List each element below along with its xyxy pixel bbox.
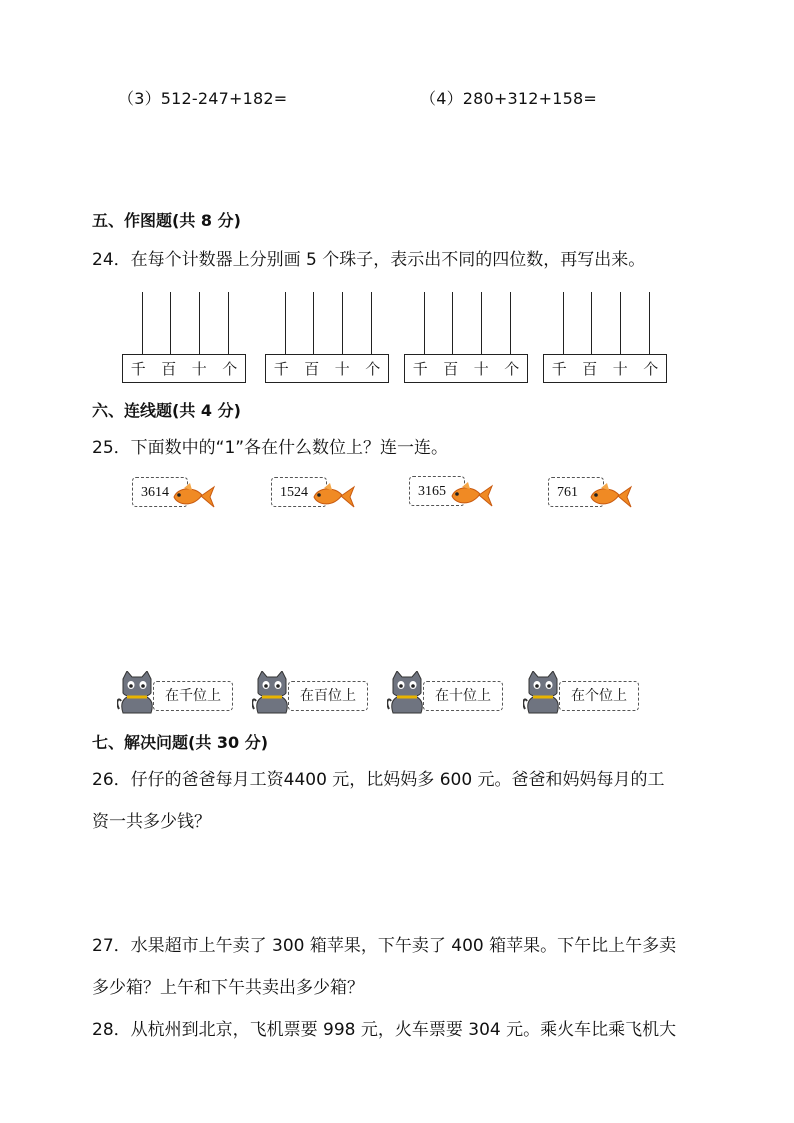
abacus-place-labels: 千 百 十 个 xyxy=(404,354,528,383)
section-heading-5: 五、作图题(共 8 分) xyxy=(92,211,241,230)
place-box-ones[interactable]: 在个位上 xyxy=(559,681,639,711)
goldfish-icon xyxy=(308,483,356,511)
number-box-761[interactable]: 761 xyxy=(548,477,604,507)
goldfish-icon xyxy=(585,483,633,511)
question-28-line-1: 28．从杭州到北京，飞机票要 998 元，火车票要 304 元。乘火车比乘飞机大 xyxy=(92,1020,677,1040)
place-box-hundreds[interactable]: 在百位上 xyxy=(288,681,368,711)
place-box-tens[interactable]: 在十位上 xyxy=(423,681,503,711)
cat-icon xyxy=(252,671,292,715)
number-box-3165[interactable]: 3165 xyxy=(409,476,465,506)
place-box-thousands[interactable]: 在千位上 xyxy=(153,681,233,711)
cat-icon xyxy=(117,671,157,715)
question-24: 24．在每个计数器上分别画 5 个珠子，表示出不同的四位数，再写出来。 xyxy=(92,250,646,270)
abacus-3[interactable] xyxy=(404,292,528,384)
section-heading-7: 七、解决问题(共 30 分) xyxy=(92,733,269,752)
question-27-line-1: 27．水果超市上午卖了 300 箱苹果，下午卖了 400 箱苹果。下午比上午多卖 xyxy=(92,936,677,956)
goldfish-icon xyxy=(168,483,216,511)
cat-icon xyxy=(387,671,427,715)
abacus-4[interactable] xyxy=(543,292,667,384)
number-box-1524[interactable]: 1524 xyxy=(271,477,327,507)
section-heading-6: 六、连线题(共 4 分) xyxy=(92,401,241,420)
question-25: 25．下面数中的“1”各在什么数位上？连一连。 xyxy=(92,438,449,458)
calc-item-4: （4）280+312+158= xyxy=(420,89,598,108)
abacus-2[interactable] xyxy=(265,292,389,384)
goldfish-icon xyxy=(446,482,494,510)
question-26-line-2: 资一共多少钱？ xyxy=(92,812,211,832)
abacus-1[interactable] xyxy=(122,292,246,384)
question-26-line-1: 26．仔仔的爸爸每月工资4400 元，比妈妈多 600 元。爸爸和妈妈每月的工 xyxy=(92,770,665,790)
abacus-place-labels: 千 百 十 个 xyxy=(122,354,246,383)
abacus-place-labels: 千 百 十 个 xyxy=(543,354,667,383)
question-27-line-2: 多少箱？上午和下午共卖出多少箱？ xyxy=(92,978,364,998)
calc-item-3: （3）512-247+182= xyxy=(118,89,288,108)
number-box-3614[interactable]: 3614 xyxy=(132,477,188,507)
abacus-place-labels: 千 百 十 个 xyxy=(265,354,389,383)
cat-icon xyxy=(523,671,563,715)
